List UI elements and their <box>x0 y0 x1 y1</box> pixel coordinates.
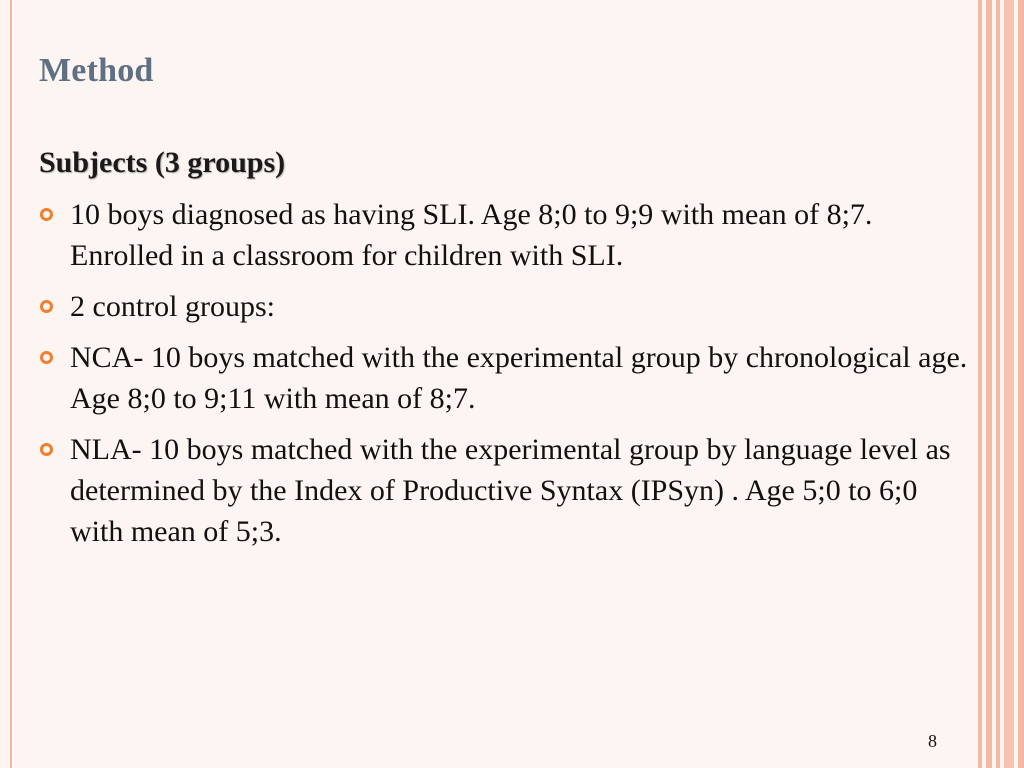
bullet-text: NLA- 10 boys matched with the experimental group by language level as determined by the Index of Productive Syntax (IPSyn) . Age 5;0 to 6;0 with mean of 5;3. <box>70 433 951 548</box>
decorative-stripe <box>996 0 1000 768</box>
page-number: 8 <box>928 731 937 751</box>
hollow-circle-bullet-icon <box>40 300 53 313</box>
decorative-stripe <box>986 0 992 768</box>
decorative-stripe <box>978 0 982 768</box>
bullet-item <box>39 194 969 276</box>
hollow-circle-bullet-icon <box>40 351 53 364</box>
bullet-text: 2 control groups: <box>70 290 275 323</box>
bullet-text: NCA- 10 boys matched with the experimental group by chronological age. Age 8;0 to 9;11 with mean of 8;7. <box>70 341 968 415</box>
bullet-item <box>39 429 969 552</box>
section-heading: Subjects (3 groups) <box>39 146 286 179</box>
hollow-circle-bullet-icon <box>40 443 53 456</box>
bullet-item <box>39 337 969 419</box>
bullet-item <box>39 286 969 327</box>
decorative-stripe <box>1004 0 1014 768</box>
left-border-line <box>10 0 12 768</box>
bullet-text: 10 boys diagnosed as having SLI. Age 8;0 to 9;9 with mean of 8;7. Enrolled in a classroom for children with SLI. <box>70 198 873 272</box>
decorative-stripe <box>1018 0 1024 768</box>
hollow-circle-bullet-icon <box>40 208 53 221</box>
slide-title: Method <box>39 52 154 89</box>
bullet-list <box>39 194 969 562</box>
